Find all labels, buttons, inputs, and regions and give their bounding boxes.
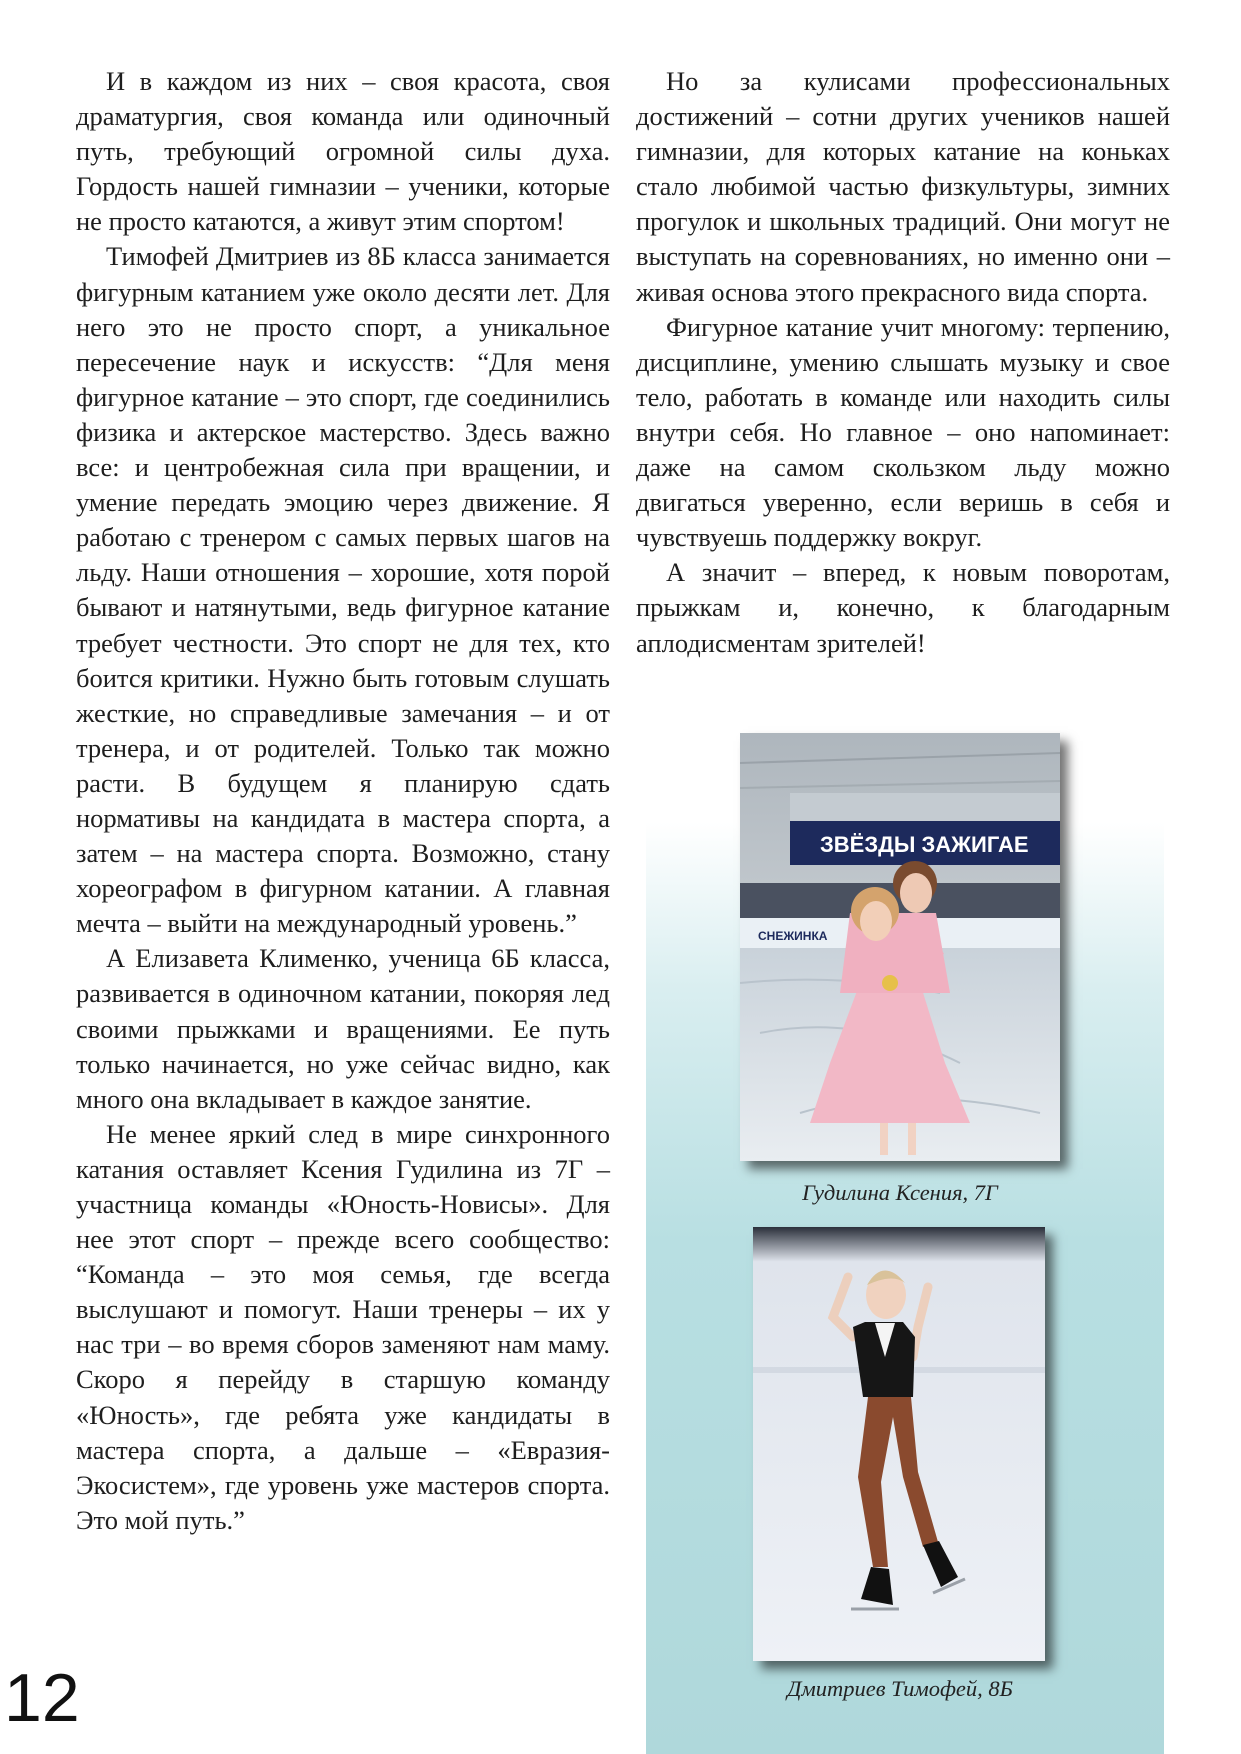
caption-dmitriev: Дмитриев Тимофей, 8Б	[787, 1676, 1013, 1701]
arena-banner-text: ЗВЁЗДЫ ЗАЖИГАЕ	[820, 832, 1029, 857]
right-paragraph-3: А значит – вперед, к новым поворотам, прыжкам и, конечно, к благодарным аплодисментам зрителей!	[636, 557, 1170, 658]
photo-gudilina-illustration	[740, 733, 1060, 1161]
left-paragraph-1: И в каждом из них – своя красота, своя драматургия, своя команда или одиночный путь, требующий огромной силы духа. Гордость нашей гимназии – ученики, которые не просто катаются, а живут этим спортом!	[76, 66, 610, 237]
left-paragraph-4: Не менее яркий след в мире синхронного катания оставляет Ксения Гудилина из 7Г – участница команды «Юность-Новисы». Для нее этот спорт – прежде всего сообщество: “Команда – это моя семья, где всегда выслушают и помогут. Наши тренеры – их у нас три – во время сборов заменяют нам маму. Скоро я перейду в старшую команду «Юность», где ребята уже кандидаты в мастера спорта, а дальше – «Евразия-Экосистем», где уровень уже мастеров спорта. Это мой путь.”	[76, 1118, 610, 1535]
photo-dmitriev	[753, 1227, 1045, 1661]
left-paragraph-2: Тимофей Дмитриев из 8Б класса занимается фигурным катанием уже около десяти лет. Для него это не просто спорт, а уникальное пересечение наук и искусств: “Для меня фигурное катание – это спорт, где соединились физика и актерское мастерство. Здесь важно все: и центробежная сила при вращении, и умение передать эмоцию через движение. Я работаю с тренером с самых первых шагов на льду. Наши отношения – хорошие, хотя порой бывают и натянутыми, ведь фигурное катание требует честности. Это спорт не для тех, кто боится критики. Нужно быть готовым слушать жесткие, но справедливые замечания – и от тренера, и от родителей. Только так можно расти. В будущем я планирую сдать нормативы на кандидата в мастера спорта, а затем – на мастера спорта. Возможно, стану хореографом в фигурном катании. А главная мечта – выйти на международный уровень.”	[76, 241, 610, 939]
left-paragraph-3: А Елизавета Клименко, ученица 6Б класса, развивается в одиночном катании, покоряя лед своими прыжками и вращениями. Ее путь только начинается, но уже сейчас видно, как много она вкладывает в каждое занятие.	[76, 943, 610, 1114]
right-column	[636, 64, 1170, 661]
page-number: 12	[4, 1660, 80, 1736]
left-column	[76, 64, 610, 1538]
rink-board-text: СНЕЖИНКА	[758, 929, 828, 943]
right-paragraph-2: Фигурное катание учит многому: терпению, дисциплине, умению слышать музыку и свое тело, работать в команде или находить силы внутри себя. Но главное – оно напоминает: даже на самом скользком льду можно двигаться уверенно, если веришь в себя и чувствуешь поддержку вокруг.	[636, 311, 1170, 553]
photo-gudilina	[740, 733, 1060, 1161]
photo-dmitriev-illustration	[753, 1227, 1045, 1661]
right-paragraph-1: Но за кулисами профессиональных достижений – сотни других учеников нашей гимназии, для которых катание на коньках стало любимой частью физкультуры, зимних прогулок и школьных традиций. Они могут не выступать на соревнованиях, но именно они – живая основа этого прекрасного вида спорта.	[636, 66, 1170, 307]
caption-gudilina: Гудилина Ксения, 7Г	[802, 1180, 998, 1205]
